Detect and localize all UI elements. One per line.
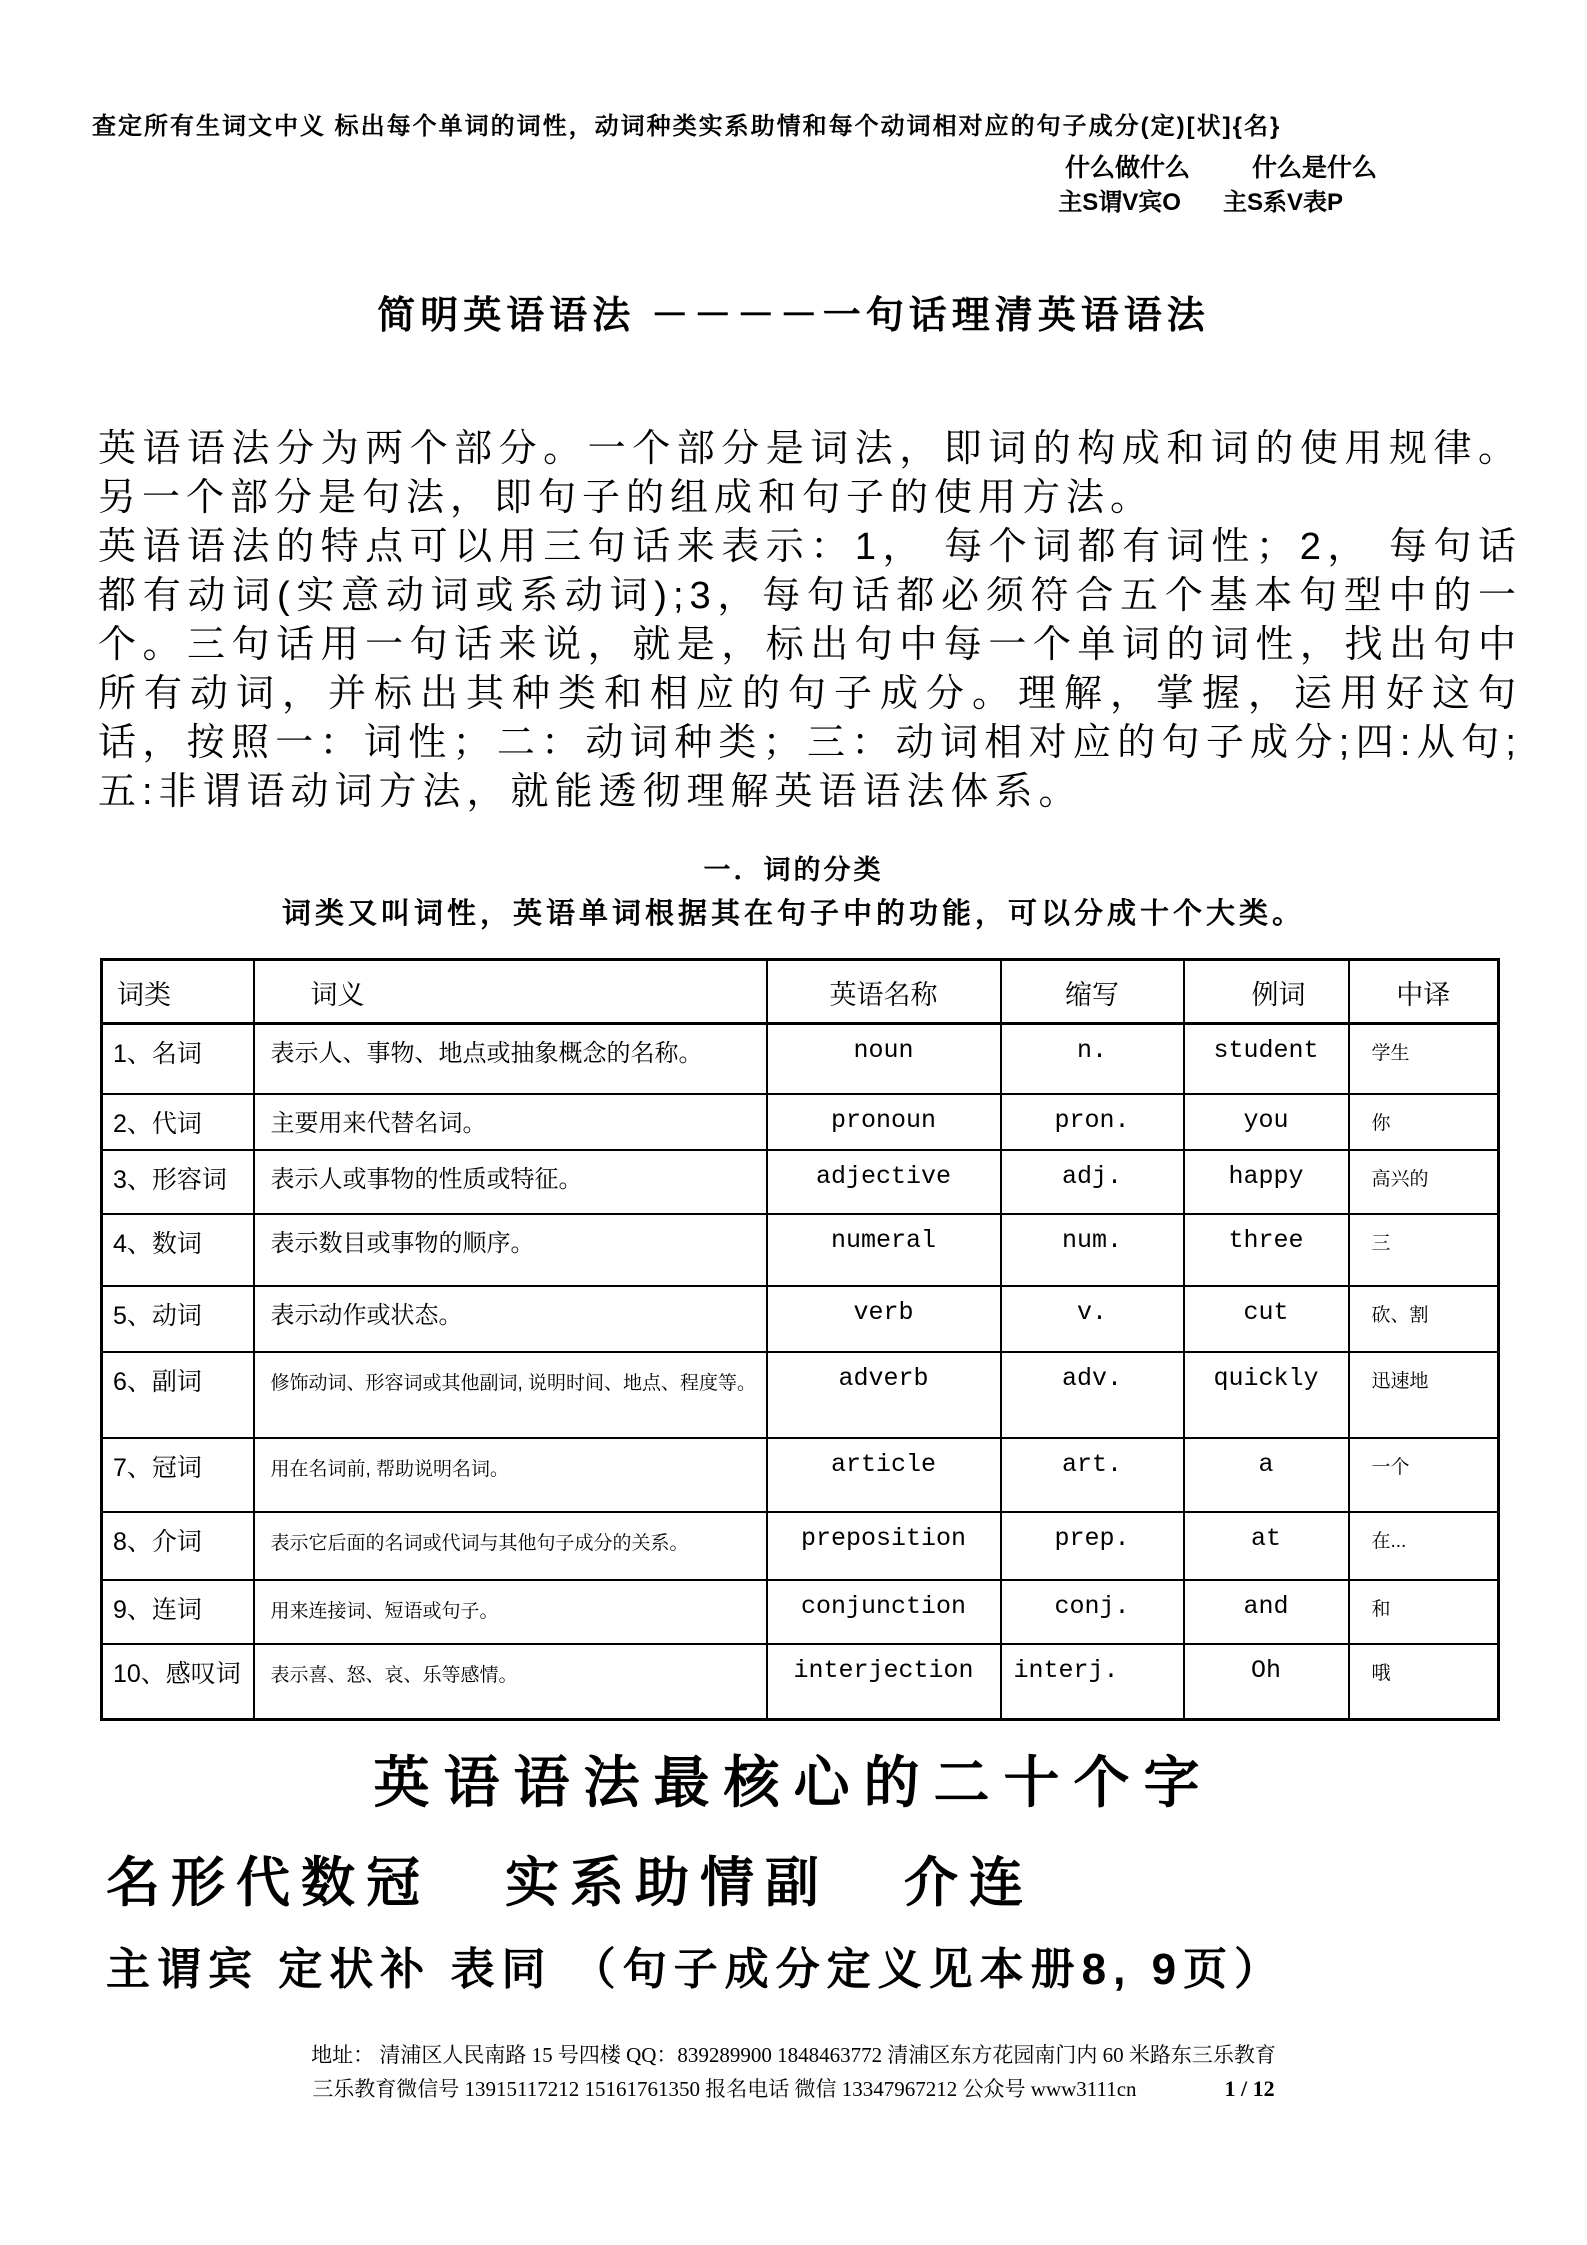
table-cell: adj. [1001, 1150, 1184, 1214]
column-header: 词义 [254, 960, 767, 1024]
table-cell: 三 [1349, 1214, 1499, 1286]
table-cell: 2、代词 [102, 1094, 254, 1150]
table-cell: pronoun [767, 1094, 1001, 1150]
core-words-line [106, 1849, 1587, 1917]
column-header: 英语名称 [767, 960, 1001, 1024]
table-cell: 在... [1349, 1512, 1499, 1580]
table-cell: adv. [1001, 1352, 1184, 1438]
table-cell: quickly [1184, 1352, 1349, 1438]
table-cell: prep. [1001, 1512, 1184, 1580]
table-cell: 用来连接词、短语或句子。 [254, 1580, 767, 1644]
footer-contact-text: 三乐教育微信号 13915117212 15161761350 报名电话 微信 13347967212 公众号 www3111cn [312, 2077, 1137, 2101]
table-cell: 6、副词 [102, 1352, 254, 1438]
table-cell: 砍、割 [1349, 1286, 1499, 1352]
table-cell: 8、介词 [102, 1512, 254, 1580]
table-row [102, 1352, 1499, 1438]
table-cell: 迅速地 [1349, 1352, 1499, 1438]
core-word-group: 实系助情副 [505, 1853, 830, 1913]
table-cell: 表示它后面的名词或代词与其他句子成分的关系。 [254, 1512, 767, 1580]
page-header [92, 112, 1527, 217]
table-row [102, 1214, 1499, 1286]
section-subheading: 词类又叫词性，英语单词根据其在句子中的功能，可以分成十个大类。 [281, 898, 1305, 930]
column-header: 缩写 [1001, 960, 1184, 1024]
table-cell: at [1184, 1512, 1349, 1580]
table-cell: 7、冠词 [102, 1438, 254, 1512]
pos-table-body [102, 1024, 1499, 1720]
table-cell: n. [1001, 1024, 1184, 1094]
table-cell: 哦 [1349, 1644, 1499, 1720]
table-cell: noun [767, 1024, 1001, 1094]
table-head [102, 960, 1499, 1024]
table-row [102, 1286, 1499, 1352]
table-cell: 修饰动词、形容词或其他副词, 说明时间、地点、程度等。 [254, 1352, 767, 1438]
formula-what-do: 什么做什么 [1064, 154, 1190, 182]
table-cell: verb [767, 1286, 1001, 1352]
table-row [102, 1580, 1499, 1644]
table-cell: Oh [1184, 1644, 1349, 1720]
table-row [102, 1150, 1499, 1214]
table-cell: interj. [1001, 1644, 1184, 1720]
table-cell: conj. [1001, 1580, 1184, 1644]
table-cell: 4、数词 [102, 1214, 254, 1286]
table-cell: 表示动作或状态。 [254, 1286, 767, 1352]
formula-line-svo [92, 189, 1527, 217]
table-row [102, 1644, 1499, 1720]
table-cell: numeral [767, 1214, 1001, 1286]
table-cell: v. [1001, 1286, 1184, 1352]
table-cell: 高兴的 [1349, 1150, 1499, 1214]
intro-paragraphs [98, 425, 1522, 817]
table-cell: you [1184, 1094, 1349, 1150]
table-cell: art. [1001, 1438, 1184, 1512]
table-cell: conjunction [767, 1580, 1001, 1644]
table-cell: and [1184, 1580, 1349, 1644]
table-header-row [102, 960, 1499, 1024]
parts-of-speech-table [100, 958, 1500, 1721]
table-cell: num. [1001, 1214, 1184, 1286]
formula-svo: 主S谓V宾O [1058, 189, 1181, 216]
table-cell: 表示人或事物的性质或特征。 [254, 1150, 767, 1214]
intro-paragraph: 英语语法的特点可以用三句话来表示：1， 每个词都有词性；2， 每句话都有动词(实意动词或系动词);3，每句话都必须符合五个基本句型中的一个。三句话用一句话来说，就是，标出句中每一个单词的词性，找出句中所有动词，并标出其种类和相应的句子成分。理解，掌握，运用好这句话，按照一：词性；二：动词种类；三：动词相对应的句子成分;四:从句;五:非谓语动词方法，就能透彻理解英语语法体系。 [98, 526, 1522, 813]
table-cell: 用在名词前, 帮助说明名词。 [254, 1438, 767, 1512]
sentence-elements-line: 主谓宾 定状补 表同 （句子成分定义见本册8, 9页） [106, 1945, 1286, 1994]
table-cell: preposition [767, 1512, 1001, 1580]
table-cell: interjection [767, 1644, 1001, 1720]
table-cell: 表示数目或事物的顺序。 [254, 1214, 767, 1286]
core-heading: 英语语法最核心的二十个字 [373, 1751, 1214, 1814]
table-row [102, 1438, 1499, 1512]
page-footer [0, 2039, 1587, 2106]
table-cell: student [1184, 1024, 1349, 1094]
formula-svp: 主S系V表P [1222, 189, 1343, 216]
footer-contact-line [0, 2072, 1587, 2106]
table-cell: 3、形容词 [102, 1150, 254, 1214]
table-cell: 9、连词 [102, 1580, 254, 1644]
table-cell: article [767, 1438, 1001, 1512]
table-row [102, 1512, 1499, 1580]
table-cell: 5、动词 [102, 1286, 254, 1352]
formula-what-is: 什么是什么 [1251, 154, 1377, 182]
column-header: 例词 [1184, 960, 1349, 1024]
table-row [102, 1094, 1499, 1150]
core-word-group: 介连 [904, 1853, 1034, 1913]
formula-line-what [92, 154, 1527, 182]
column-header: 中译 [1349, 960, 1499, 1024]
table-cell: 1、名词 [102, 1024, 254, 1094]
table-cell: 学生 [1349, 1024, 1499, 1094]
table-cell: pron. [1001, 1094, 1184, 1150]
table-cell: 表示人、事物、地点或抽象概念的名称。 [254, 1024, 767, 1094]
table-cell: cut [1184, 1286, 1349, 1352]
page-number: 1 / 12 [1224, 2076, 1275, 2101]
column-header: 词类 [102, 960, 254, 1024]
table-cell: 你 [1349, 1094, 1499, 1150]
table-cell: 主要用来代替名词。 [254, 1094, 767, 1150]
table-cell: 和 [1349, 1580, 1499, 1644]
core-word-group: 名形代数冠 [106, 1853, 431, 1913]
table-cell: happy [1184, 1150, 1349, 1214]
header-annotation-line: 查定所有生词文中义 标出每个单词的词性，动词种类实系助情和每个动词相对应的句子成分(定)[状]{名} [92, 113, 1282, 140]
section-heading: 一．词的分类 [703, 855, 884, 885]
table-cell: adverb [767, 1352, 1001, 1438]
table-cell: three [1184, 1214, 1349, 1286]
footer-address-line: 地址： 清浦区人民南路 15 号四楼 QQ：839289900 1848463772 清浦区东方花园南门内 60 米路东三乐教育 [311, 2043, 1276, 2067]
table-cell: a [1184, 1438, 1349, 1512]
page-title: 简明英语语法 －－－－一句话理清英语语法 [377, 295, 1210, 337]
table-cell: 一个 [1349, 1438, 1499, 1512]
table-cell: 表示喜、怒、哀、乐等感情。 [254, 1644, 767, 1720]
table-cell: 10、感叹词 [102, 1644, 254, 1720]
table-cell: adjective [767, 1150, 1001, 1214]
intro-paragraph: 英语语法分为两个部分。一个部分是词法，即词的构成和词的使用规律。另一个部分是句法，即句子的组成和句子的使用方法。 [98, 428, 1522, 519]
table-row [102, 1024, 1499, 1094]
